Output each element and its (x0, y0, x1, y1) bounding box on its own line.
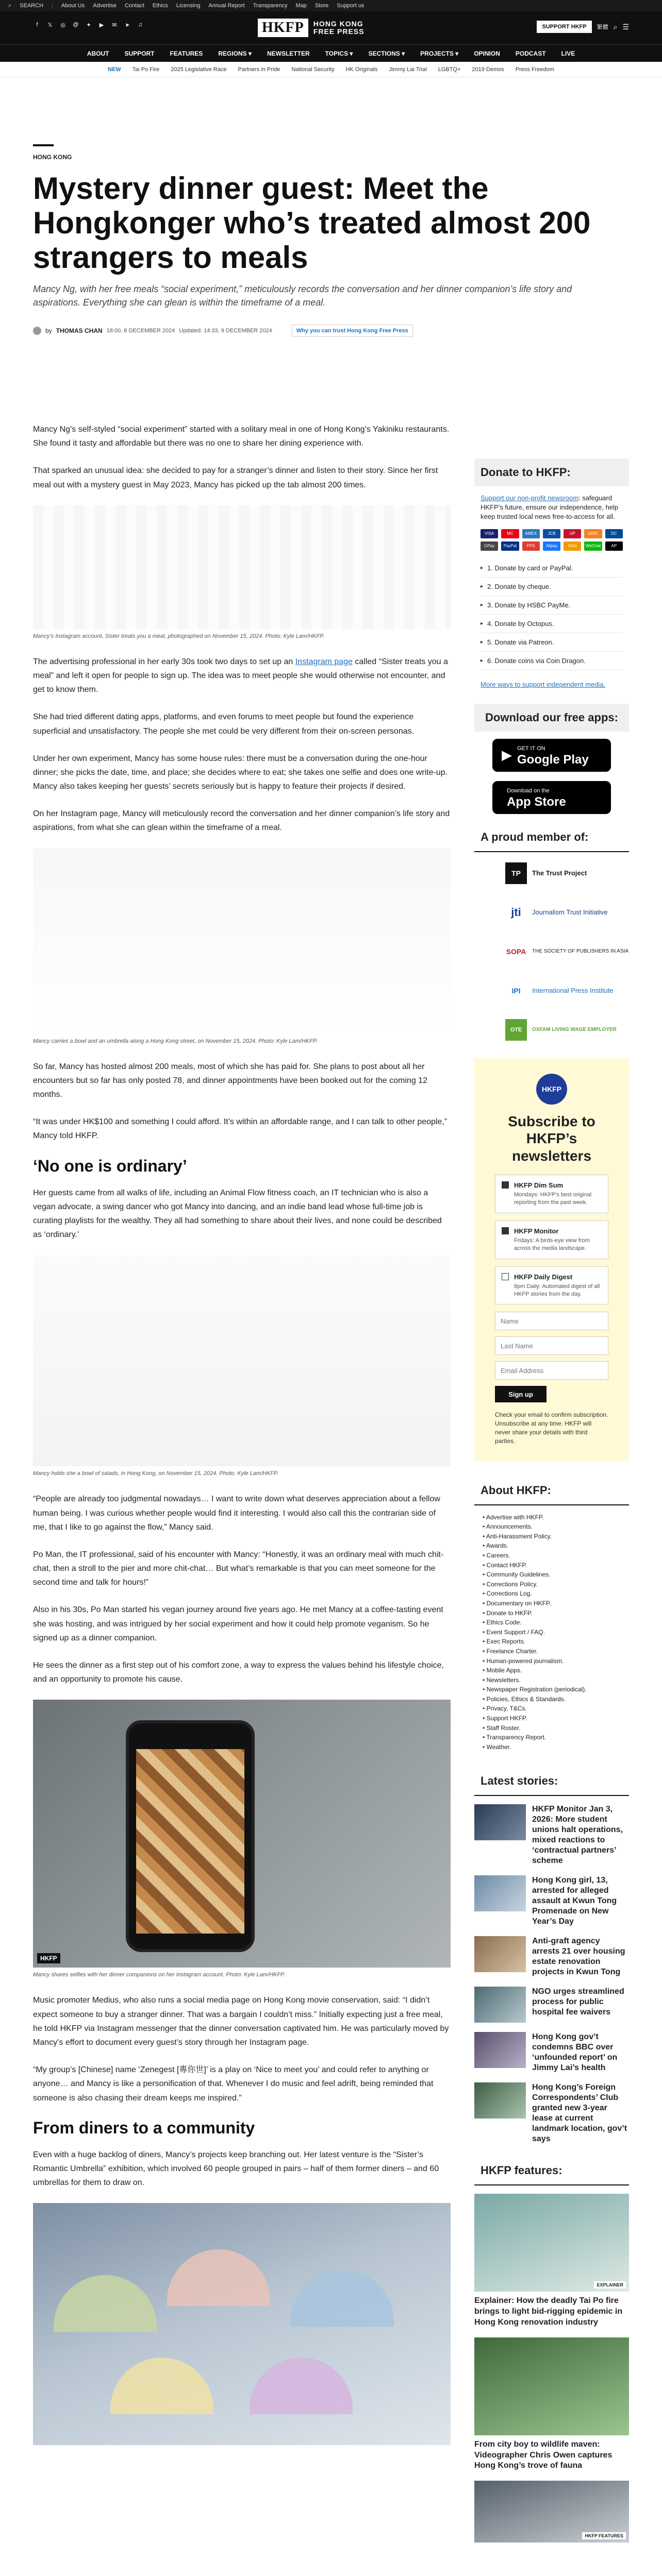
sopa-logo: SOPA (506, 947, 526, 956)
donate-method[interactable]: ▸ 6. Donate coins via Coin Dragon. (481, 652, 623, 670)
arrow-icon: ▸ (481, 620, 484, 626)
about-link[interactable]: • Weather. (483, 1742, 629, 1752)
ipi-logo: IPI (511, 986, 521, 995)
about-link[interactable]: • Anti-Harassment Policy. (483, 1532, 629, 1541)
feature-story[interactable]: EXPLAINER Explainer: How the deadly Tai Po fire brings to light bid-rigging epidemic in Hong Kong renovation industry (474, 2194, 629, 2328)
trending-press-freedom[interactable]: Press Freedom (515, 66, 554, 73)
article-title: Mystery dinner guest: Meet the Hongkonger who’s treated almost 200 strangers to meals (33, 171, 591, 275)
about-link[interactable]: • Transparency Report. (483, 1733, 629, 1742)
paragraph: Even with a huge backlog of diners, Mancy’s projects keep branching out. Her latest venture is the “Sister’s Romantic Umbrella” exhibition, which involved 60 people grouped in pairs – half of them former diners – and 60 umbrellas for them to draw on. (33, 2150, 439, 2188)
fps-icon: FPS (522, 541, 540, 551)
about-link[interactable]: • Staff Roster. (483, 1723, 629, 1733)
feature-label: HKFP FEATURES (582, 2532, 626, 2539)
arrow-icon: ▸ (481, 657, 484, 664)
member-oxfam[interactable]: OTE OXFAM LIVING WAGE EMPLOYER (505, 1019, 629, 1041)
paragraph: “People are already too judgmental nowadays… I want to write down what deserves appreciation about a fellow human being. I was curious whether people would find it interesting. I would also call this the contrarian side of me, that I like to go against the flow,” Mancy said. (33, 1495, 440, 1532)
utility-link-about[interactable]: About Us (61, 3, 85, 9)
section-heading: From diners to a community (33, 2118, 255, 2137)
latest-story[interactable]: Hong Kong girl, 13, arrested for alleged assault at Kwun Tong Promenade on New Year’s Day (474, 1875, 629, 1927)
newsletter-box (474, 1058, 629, 1461)
trending-legco-race[interactable]: 2025 Legislative Race (171, 66, 227, 73)
donate-method[interactable]: ▸ 2. Donate by cheque. (481, 578, 623, 596)
feature-label: EXPLAINER (594, 2281, 626, 2289)
umbrella-shape (110, 2358, 213, 2414)
umbrella-shape (291, 2270, 394, 2327)
arrow-icon: ▸ (481, 639, 484, 645)
about-link[interactable]: • Freelance Charter. (483, 1647, 629, 1656)
mail-icon[interactable]: ✉ (112, 22, 117, 28)
gpay-icon: GPay (481, 541, 498, 551)
youtube-icon[interactable]: ▶ (99, 22, 104, 28)
donate-title: Donate to HKFP: (474, 459, 629, 486)
latest-title: Latest stories: (474, 1767, 629, 1796)
support-hkfp-button[interactable]: SUPPORT HKFP (537, 21, 591, 33)
latest-story[interactable]: Hong Kong’s Foreign Correspondents’ Club granted new 3-year lease at current landmark location, gov’t says (474, 2082, 629, 2144)
latest-story[interactable]: NGO urges streamlined process for public hospital fee waivers (474, 1987, 629, 2023)
nav-topics[interactable]: TOPICS ▾ (325, 49, 353, 57)
about-link[interactable]: • Corrections Policy. (483, 1580, 629, 1589)
nav-support[interactable]: SUPPORT (124, 49, 155, 57)
amex-icon: AMEX (522, 529, 540, 538)
phone-image (126, 1720, 255, 1952)
new-badge: NEW (108, 66, 121, 73)
feature-story[interactable] (474, 2481, 629, 2543)
about-link[interactable]: • Human-powered journalism. (483, 1656, 629, 1666)
photo-bowl-umbrella (33, 849, 451, 1034)
article-header (33, 144, 629, 337)
nav-opinion[interactable]: OPINION (474, 49, 500, 57)
unionpay-icon: UP (564, 529, 581, 538)
discover-icon: DISC (584, 529, 602, 538)
utility-link-contact[interactable]: Contact (124, 3, 144, 9)
donate-method[interactable]: ▸ 5. Donate via Patreon. (481, 633, 623, 652)
mastercard-icon: MC (501, 529, 519, 538)
donate-method[interactable]: ▸ 1. Donate by card or PayPal. (481, 559, 623, 578)
threads-icon[interactable]: @ (73, 22, 79, 28)
checkbox-checked[interactable] (502, 1227, 509, 1234)
hkfp-watermark: HKFP (37, 1953, 60, 1963)
about-link[interactable]: • Newspaper Registration (periodical). (483, 1685, 629, 1694)
utility-link-advertise[interactable]: Advertise (93, 3, 117, 9)
utility-link-ethics[interactable]: Ethics (152, 3, 168, 9)
arrow-icon: ▸ (481, 583, 484, 589)
trending-lgbtq[interactable]: LGBTQ+ (438, 66, 461, 73)
site-logo[interactable] (258, 19, 364, 37)
category-tag[interactable]: HONG KONG (33, 154, 72, 161)
checkbox-checked[interactable] (502, 1181, 509, 1189)
trending-national-security[interactable]: National Security (291, 66, 335, 73)
telegram-icon[interactable]: ➤ (125, 22, 130, 28)
about-link[interactable]: • Newsletters. (483, 1675, 629, 1685)
signup-button[interactable]: Sign up (495, 1386, 547, 1402)
member-trust-project[interactable]: TP The Trust Project (505, 862, 629, 884)
google-play-button[interactable]: ▶ GET IT ON Google Play (492, 739, 611, 772)
utility-link-transparency[interactable]: Transparency (253, 3, 288, 9)
photo-phone-selfies (33, 1700, 451, 1968)
search-icon[interactable]: ⌕ (613, 22, 618, 31)
feature-image (474, 2337, 629, 2435)
member-jti[interactable]: jti Journalism Trust Initiative (505, 902, 629, 923)
wechat-icon: WeChat (584, 541, 602, 551)
jti-logo: jti (511, 905, 521, 919)
bluesky-icon[interactable]: ✦ (86, 22, 91, 28)
latest-story[interactable]: HKFP Monitor Jan 3, 2026: More student unions halt operations, mixed reactions to ‘contractual partners’ scheme (474, 1804, 629, 1866)
paragraph: Music promoter Medius, who also runs a social media page on Hong Kong movie conservation, said: “I didn’t expect someone to buy a stranger dinner. That was a bargain I couldn’t miss.” Initially expecting just a free meal, he told HKFP via Instagram messenger that the dinner conversation captivated him. He was particularly moved by Mancy’s effort to document every guest’s story through her Instagram page. (33, 1996, 449, 2047)
about-link[interactable]: • Donate to HKFP. (483, 1608, 629, 1618)
applepay-icon: AP (605, 541, 623, 551)
story-thumbnail (474, 1936, 526, 1972)
utility-link-annual-report[interactable]: Annual Report (208, 3, 245, 9)
paragraph: Also in his 30s, Po Man started his vegan journey around five years ago. He met Mancy at a coffee-tasting event she was hosting, and was intrigued by her social experiment and how it could help promote veganism. So he signed up as a dinner companion. (33, 1605, 443, 1642)
masthead-actions (537, 21, 629, 33)
story-thumbnail (474, 1804, 526, 1840)
updated-date: Updated: 14:33, 9 DECEMBER 2024 (179, 327, 272, 334)
about-link[interactable]: • Corrections Log. (483, 1589, 629, 1599)
paypal-icon: PayPal (501, 541, 519, 551)
paragraph: Her guests came from all walks of life, including an Animal Flow fitness coach, an IT technician who is also a vegan advocate, a swing dancer who got Mancy into dancing, and an indie band lead whose full-time job is curating playlists for the wealthy. They all had something to share about their lives, and none could be described as ‘ordinary.’ (33, 1188, 442, 1240)
author-name[interactable]: THOMAS CHAN (56, 327, 103, 334)
alipay-icon: Alipay (543, 541, 560, 551)
paragraph: So far, Mancy has hosted almost 200 meals, most of which she has paid for. She plans to post about all her encounters but so far has only posted 78, and dinner appointments have been booked out for the coming 12 months. (33, 1062, 427, 1099)
paragraph: Mancy Ng’s self-styled “social experiment” started with a solitary meal in one of Hong Kong’s Yakiniku restaurants. She found it tasty and affordable but there was no one to share her dining experience with. (33, 425, 450, 448)
podcast-icon[interactable]: ♫ (138, 22, 143, 28)
about-link[interactable]: • Event Support / FAQ. (483, 1628, 629, 1637)
logo-text: HONG KONG FREE PRESS (313, 19, 365, 36)
utility-link-support[interactable]: Support us (337, 3, 365, 9)
story-thumbnail (474, 1987, 526, 2023)
oxfam-logo: OTE (505, 1019, 527, 1041)
last-name-input[interactable]: Last Name (495, 1336, 608, 1355)
newsletter-option[interactable]: HKFP Daily Digest 8pm Daily: Automated digest of all HKFP stories from the day. (495, 1266, 608, 1305)
donate-methods (481, 559, 623, 670)
umbrella-shape (54, 2275, 157, 2332)
instagram-icon[interactable]: ◎ (60, 22, 65, 28)
nav-about[interactable]: ABOUT (87, 49, 109, 57)
about-link[interactable]: • Announcements. (483, 1522, 629, 1532)
facebook-icon[interactable]: f (36, 22, 38, 28)
paragraph: Under her own experiment, Mancy has some house rules: there must be a conversation during the one-hour dinner; she picks the date, time, and place; she decides where to eat; she takes one selfie and does one write-up. Mancy also takes keeping her guests’ secrets seriously but is happy to feature their projects if desired. (33, 754, 448, 791)
paragraph: “It was under HK$100 and something I could afford. It’s within an affordable range, and I can talk to other people,” Mancy told HKFP. (33, 1117, 448, 1141)
apps-title: Download our free apps: (474, 704, 629, 732)
nav-live[interactable]: LIVE (561, 49, 575, 57)
paragraph: Po Man, the IT professional, said of his encounter with Mancy: “Honestly, it was an ordinary meal with much chit-chat, then a stroll to the pier and more chit-chat… But what’s remarkable is that you can meet someone for the second time and talk for hours!” (33, 1550, 444, 1587)
divider: | (52, 3, 53, 9)
paragraph: The advertising professional in her early 30s took two days to set up an Instagram page called “Sister treats you a meal” and left it open for people to sign up. The idea was to meet people she would otherwise not encounter, and get to know them. (33, 657, 448, 694)
email-input[interactable]: Email Address (495, 1361, 608, 1380)
about-link[interactable]: • Contact HKFP. (483, 1561, 629, 1570)
photo-caption: Mancy carries a bowl and an umbrella along a Hong Kong street, on November 15, 2024. Photo: Kyle Lam/HKFP. (33, 1038, 318, 1044)
umbrella-shape (250, 2358, 353, 2414)
why-trust-button[interactable]: Why you can trust Hong Kong Free Press (292, 325, 413, 337)
publish-date: 18:00, 8 DECEMBER 2024 (106, 327, 175, 334)
feature-story[interactable]: From city boy to wildlife maven: Videographer Chris Owen captures Hong Kong’s trove of fauna (474, 2337, 629, 2471)
paragraph: He sees the dinner as a first step out of his comfort zone, a way to express the values behind his lifestyle choice, and an opportunity to promote his cause. (33, 1661, 444, 1684)
nav-features[interactable]: FEATURES (170, 49, 203, 57)
section-heading: ‘No one is ordinary’ (33, 1156, 187, 1175)
about-link[interactable]: • Exec Reports. (483, 1637, 629, 1647)
trending-partners-in-pride[interactable]: Partners in Pride (238, 66, 280, 73)
trending-jimmy-lai-trial[interactable]: Jimmy Lai Trial (389, 66, 427, 73)
photo-umbrella-exhibition (33, 2203, 451, 2445)
umbrella-shape (167, 2249, 270, 2306)
newsletter-option[interactable]: HKFP Monitor Fridays: A birds-eye view from across the media landscape. (495, 1221, 608, 1259)
about-link[interactable]: • Ethics Code. (483, 1618, 629, 1628)
paragraph: “My group’s [Chinese] name ‘Zenegest [專你世]’ is a play on ‘Nice to meet you’ and could refer to anything or anyone… and Mancy is like a personification of that. Whenever I do music and feel adrift, being reminded that someone is also chasing their dream keeps me inspired.” (33, 2065, 434, 2103)
about-title: About HKFP: (474, 1477, 629, 1505)
nav-newsletter[interactable]: NEWSLETTER (267, 49, 310, 57)
utility-links (61, 3, 365, 9)
language-switch[interactable]: 繁體 (597, 24, 608, 30)
app-store-button[interactable]: Download on the App Store (492, 781, 611, 814)
hkfp-logo: HKFP (536, 1074, 567, 1105)
payment-logos (481, 529, 623, 551)
octopus-icon: Octo (564, 541, 581, 551)
about-link[interactable]: • Community Guidelines. (483, 1570, 629, 1580)
paragraph: On her Instagram page, Mancy will meticulously record the conversation and her dinner companion’s life story and aspirations, from what she can glean within the timeframe of a meal. (33, 809, 450, 833)
article-standfirst: Mancy Ng, with her free meals “social experiment,” meticulously records the conversation and her dinner companion’s life story and aspirations. Everything she can glean is within the timeframe of a meal. (33, 283, 572, 308)
utility-link-licensing[interactable]: Licensing (176, 3, 201, 9)
top-utility-bar (0, 0, 662, 11)
about-link[interactable]: • Policies, Ethics & Standards. (483, 1694, 629, 1704)
logo-mark: HKFP (258, 19, 308, 37)
first-name-input[interactable]: Name (495, 1312, 608, 1330)
photo-caption: Mancy holds she a bowl of salads, in Hong Kong, on November 15, 2024. Photo: Kyle Lam/HKFP. (33, 1470, 279, 1477)
latest-story[interactable]: Hong Kong gov’t condemns BBC over ‘unfounded report’ on Jimmy Lai’s health (474, 2032, 629, 2073)
menu-icon[interactable]: ☰ (622, 22, 629, 31)
about-link[interactable]: • Support HKFP. (483, 1714, 629, 1723)
donate-method[interactable]: ▸ 4. Donate by Octopus. (481, 615, 623, 633)
more-ways-link[interactable]: More ways to support independent media. (481, 680, 606, 688)
about-link[interactable]: • Mobile Apps. (483, 1666, 629, 1675)
donate-intro: Support our non-profit newsroom: safeguard HKFP’s future, ensure our independence, help keep trusted local news free-to-access for all. (481, 494, 619, 521)
visa-icon: VISA (481, 529, 498, 538)
member-title: A proud member of: (474, 823, 629, 852)
nav-projects[interactable]: PROJECTS ▾ (420, 49, 459, 57)
header-rule (33, 144, 54, 146)
author-avatar (33, 327, 41, 335)
trending-2019-demos[interactable]: 2019 Demos (472, 66, 504, 73)
donate-method[interactable]: ▸ 3. Donate by HSBC PayMe. (481, 596, 623, 615)
social-icons (33, 21, 144, 29)
arrow-icon: ▸ (481, 565, 484, 571)
about-link[interactable]: • Documentary on HKFP. (483, 1599, 629, 1608)
checkbox-unchecked[interactable] (502, 1273, 509, 1280)
latest-story[interactable]: Anti-graft agency arrests 21 over housing estate renovation projects in Kwun Tong (474, 1936, 629, 1977)
nav-podcast[interactable]: PODCAST (515, 49, 546, 57)
trending-nav (0, 62, 662, 77)
donate-box (474, 494, 629, 688)
trending-hk-originals[interactable]: HK Originals (345, 66, 378, 73)
feature-image (474, 2194, 629, 2292)
byline (33, 325, 629, 337)
byline-prefix: by (45, 327, 52, 334)
search-icon[interactable]: ⌕ (8, 2, 12, 9)
about-link[interactable]: • Careers. (483, 1551, 629, 1561)
trust-project-logo: TP (505, 862, 527, 884)
search-link[interactable]: SEARCH (20, 3, 44, 9)
jcb-icon: JCB (543, 529, 560, 538)
about-link[interactable]: • Privacy, T&Cs. (483, 1704, 629, 1714)
google-play-icon: ▶ (502, 747, 512, 763)
member-sopa[interactable]: SOPA THE SOCIETY OF PUBLISHERS IN ASIA (505, 941, 629, 962)
about-link[interactable]: • Awards. (483, 1541, 629, 1551)
sidebar (474, 459, 629, 2552)
trending-tai-po-fire[interactable]: Tai Po Fire (132, 66, 160, 73)
nav-sections[interactable]: SECTIONS ▾ (368, 49, 405, 57)
arrow-icon: ▸ (481, 602, 484, 608)
nav-regions[interactable]: REGIONS ▾ (218, 49, 252, 57)
utility-link-map[interactable]: Map (295, 3, 307, 9)
photo-caption: Mancy shares selfies with her dinner companions on her Instagram account. Photo: Kyle Lam/HKFP. (33, 1972, 285, 1978)
about-links (474, 1513, 629, 1752)
x-icon[interactable]: 𝕏 (47, 22, 53, 28)
instagram-page-link[interactable]: Instagram page (295, 657, 353, 666)
newsletter-option[interactable]: HKFP Dim Sum Mondays: HKFP’s best original reporting from the past week. (495, 1175, 608, 1213)
story-thumbnail (474, 2082, 526, 2119)
paragraph: That sparked an unusual idea: she decided to pay for a stranger’s dinner and listen to their story. Since her first meal out with a mystery guest in May 2023, Mancy has picked up the tab almost 200 times. (33, 466, 438, 489)
newsletter-title: Subscribe to HKFP’s newsletters (508, 1113, 595, 1164)
features-title: HKFP features: (474, 2157, 629, 2185)
diners-icon: DC (605, 529, 623, 538)
story-thumbnail (474, 2032, 526, 2068)
utility-link-store[interactable]: Store (315, 3, 329, 9)
feature-image (474, 2481, 629, 2543)
donate-link[interactable]: Support our non-profit newsroom (481, 494, 579, 502)
paragraph: She had tried different dating apps, platforms, and even forums to meet people but found the experience superficial and unsatisfactory. The people she met could be very different from their on-screen personas. (33, 713, 415, 736)
member-ipi[interactable]: IPI International Press Institute (505, 980, 629, 1002)
story-thumbnail (474, 1875, 526, 1911)
main-nav (0, 44, 662, 62)
masthead (0, 11, 662, 62)
about-link[interactable]: • Advertise with HKFP. (483, 1513, 629, 1522)
photo-salad-bowl (33, 1255, 451, 1466)
article-body (33, 422, 451, 2449)
photo-instagram-account (33, 505, 451, 629)
newsletter-note: Check your email to confirm subscription. Unsubscribe at any time. HKFP will never share your details with third parties. (495, 1411, 608, 1445)
photo-caption: Mancy’s Instagram account, Sister treats you a meal, photographed on November 15, 2024. Photo: Kyle Lam/HKFP. (33, 633, 325, 639)
